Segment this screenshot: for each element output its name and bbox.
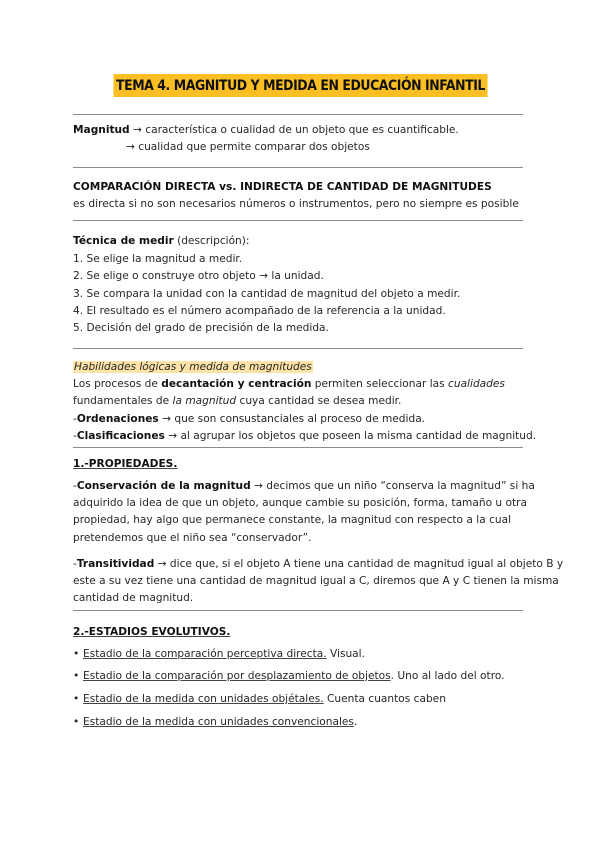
habilidades-section [73,359,537,445]
estadio-link: Estadio de la medida con unidades convencionales [83,716,354,728]
dash: - [73,480,77,492]
propiedades-heading: 1.-PROPIEDADES. [73,458,178,470]
dash: - [73,412,77,425]
divider [73,167,523,168]
conservacion-text: → decimos que un niño “conserva la magnitud” si ha [250,480,535,492]
conservacion-text: pretendemos que el niño sea “conservador”. [73,531,312,544]
conservacion-text: propiedad, hay algo que permanece constante, la magnitud con respecto a la cual [73,514,512,527]
comparacion-heading: COMPARACIÓN DIRECTA vs. INDIRECTA DE CANTIDAD DE MAGNITUDES [73,181,492,193]
estadio-item [73,714,525,731]
page-title: TEMA 4. MAGNITUD Y MEDIDA EN EDUCACIÓN INFANTIL [113,74,487,97]
divider [73,348,523,349]
bullet: • [73,716,80,728]
estadio-item [73,668,525,685]
bullet: • [73,670,80,682]
bullet: • [73,648,80,660]
clasificaciones-text: → al agrupar los objetos que poseen la misma cantidad de magnitud. [164,429,537,442]
title-container [0,74,600,97]
estadio-link: Estadio de la medida con unidades objétales. [83,693,324,705]
tecnica-step: 3. Se compara la unidad con la cantidad de magnitud del objeto a medir. [73,287,461,300]
conservacion-paragraph [73,478,535,547]
bullet: • [73,693,80,705]
tecnica-step: 5. Decisión del grado de precisión de la medida. [73,322,329,335]
tecnica-heading-rest: (descripción): [173,235,250,247]
comparacion-section [73,179,525,213]
magnitud-term: Magnitud [73,124,130,136]
tecnica-section [73,233,525,337]
transitividad-term: Transitividad [76,558,155,570]
tecnica-heading: Técnica de medir [73,235,174,247]
dash: - [73,558,77,570]
habilidades-heading: Habilidades lógicas y medida de magnitudes [74,361,312,373]
estadio-text: . Uno al lado del otro. [390,670,505,682]
comparacion-text: es directa si no son necesarios números o instrumentos, pero no siempre es posible [73,198,519,211]
estadio-text: Visual. [326,648,365,660]
habilidades-bold: decantación y centración [161,378,312,391]
ordenaciones-text: → que son consustanciales al proceso de medida. [158,412,426,425]
tecnica-step: 2. Se elige o construye otro objeto → la unidad. [73,270,324,283]
habilidades-text: Los procesos de [73,378,162,391]
conservacion-term: Conservación de la magnitud [76,480,251,492]
magnitud-section [73,122,525,156]
estadio-text: . [353,716,358,728]
habilidades-text: fundamentales de [73,395,173,408]
divider [73,220,523,221]
magnitud-def-1: → característica o cualidad de un objeto que es cuantificable. [133,124,459,136]
estadios-section [73,624,525,641]
tecnica-step: 4. El resultado es el número acompañado de la referencia a la unidad. [73,304,446,317]
magnitud-definition-line [73,122,525,139]
tecnica-step: 1. Se elige la magnitud a medir. [73,253,243,266]
transitividad-text: cantidad de magnitud. [73,592,194,605]
divider [73,610,523,611]
magnitud-def-2: → cualidad que permite comparar dos objetos [126,141,370,154]
transitividad-text: este a su vez tiene una cantidad de magnitud igual a C, diremos que A y C tienen la misma [73,575,559,588]
divider [73,114,523,115]
dash: - [73,429,77,442]
propiedades-section [73,456,525,473]
conservacion-text: adquirido la idea de que un objeto, aunque cambie su posición, forma, tamaño u otra [73,497,527,510]
habilidades-text: cuya cantidad se desea medir. [236,395,402,408]
transitividad-text: → dice que, si el objeto A tiene una cantidad de magnitud igual al objeto B y [154,558,564,570]
habilidades-text: permiten seleccionar las [311,378,449,391]
divider [73,447,523,448]
estadio-item [73,691,525,708]
estadios-heading: 2.-ESTADIOS EVOLUTIVOS. [73,626,231,638]
habilidades-italic: cualidades [448,378,505,391]
ordenaciones-term: Ordenaciones [76,412,159,425]
clasificaciones-term: Clasificaciones [76,429,165,442]
estadio-item [73,646,525,663]
transitividad-paragraph [73,556,564,608]
habilidades-italic: la magnitud [172,395,237,408]
estadio-link: Estadio de la comparación por desplazamiento de objetos [83,670,391,682]
estadio-text: Cuenta cuantos caben [323,693,446,705]
estadio-link: Estadio de la comparación perceptiva directa. [83,648,327,660]
